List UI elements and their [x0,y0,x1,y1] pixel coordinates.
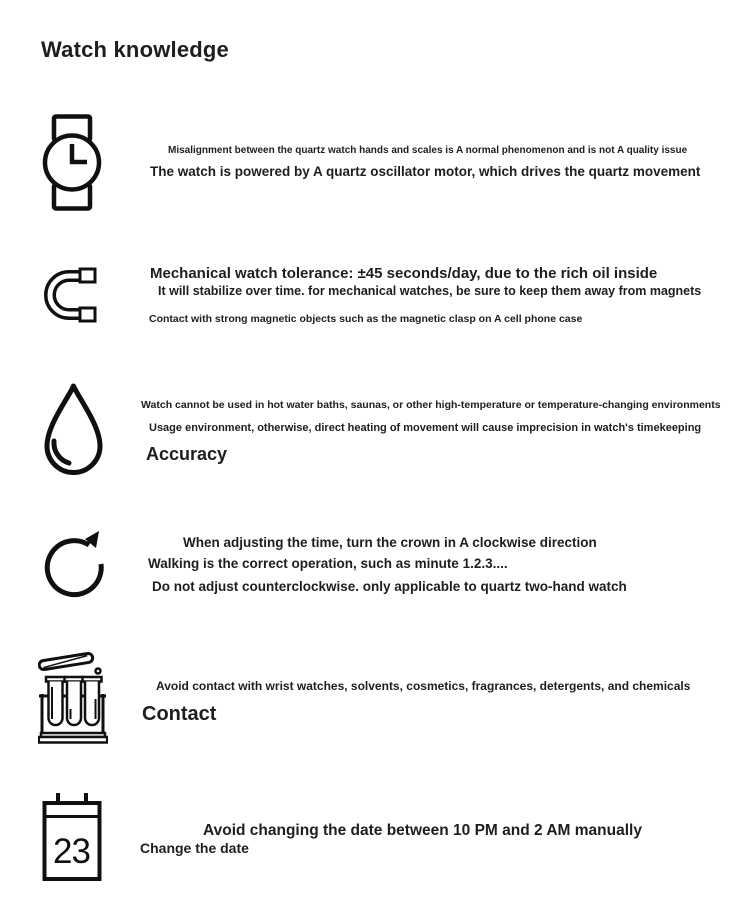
crown-main-line: When adjusting the time, turn the crown in A clockwise direction [183,535,597,550]
water-drop-icon [42,382,105,479]
crown-note-line: Do not adjust counterclockwise. only applicable to quartz two-hand watch [152,579,627,594]
magnet-note-line: Contact with strong magnetic objects such as the magnetic clasp on A cell phone case [149,313,583,325]
chemicals-note-line: Avoid contact with wrist watches, solvents, cosmetics, fragrances, detergents, and chemicals [156,679,691,693]
date-main-line: Avoid changing the date between 10 PM and 2 AM manually [203,822,642,839]
test-tubes-icon [38,649,108,744]
magnet-icon [42,266,102,324]
watch-icon [42,114,102,211]
page-title: Watch knowledge [41,37,229,62]
calendar-icon [42,793,102,883]
magnet-main-line: Mechanical watch tolerance: ±45 seconds/day, due to the rich oil inside [150,265,658,282]
quartz-note-line: Misalignment between the quartz watch hands and scales is A normal phenomenon and is not A quality issue [168,145,688,156]
accuracy-heading: Accuracy [146,444,228,464]
temperature-note-line: Watch cannot be used in hot water baths, saunas, or other high-temperature or temperature-changing environments [141,399,721,411]
crown-sub-line: Walking is the correct operation, such as minute 1.2.3.... [148,556,508,571]
magnet-sub-line: It will stabilize over time. for mechanical watches, be sure to keep them away from magnets [158,284,702,298]
temperature-sub-line: Usage environment, otherwise, direct heating of movement will cause imprecision in watch's timekeeping [149,422,702,434]
calendar-day-number: 23 [53,832,90,871]
clockwise-arrow-icon [43,527,105,607]
date-sub-line: Change the date [140,840,249,856]
contact-heading: Contact [142,703,217,725]
quartz-main-line: The watch is powered by A quartz oscillator motor, which drives the quartz movement [150,164,701,179]
